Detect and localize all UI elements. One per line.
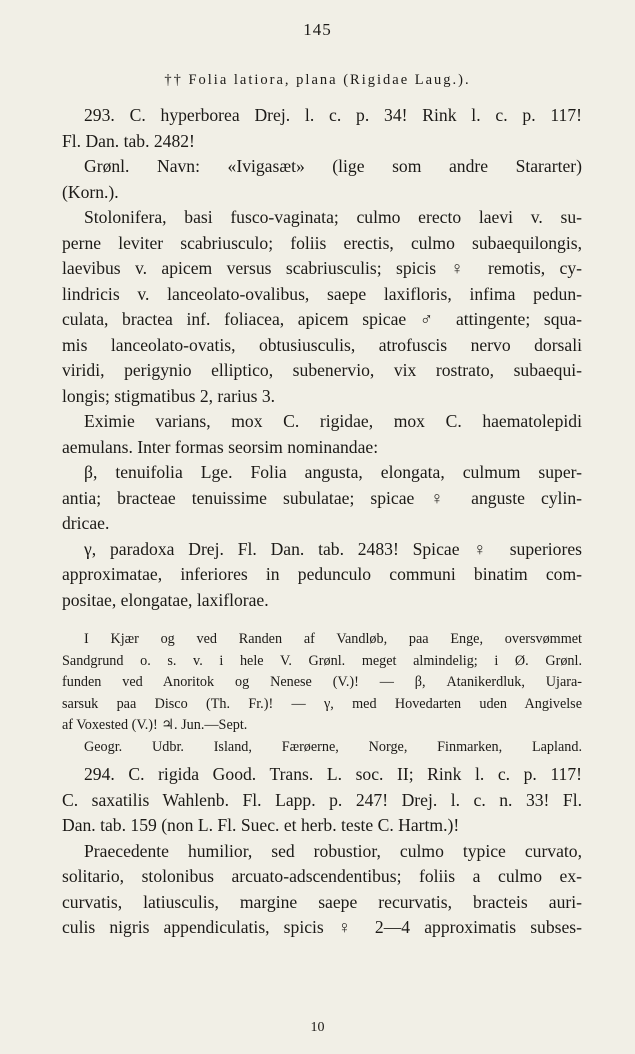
entry-293-notes — [62, 629, 582, 758]
entry-293-line: antia; bracteae tenuissime subulatae; spicae ♀ anguste cylin- — [62, 487, 582, 508]
entry-293-line: 293. C. hyperborea Drej. l. c. p. 34! Rink l. c. p. 117! — [84, 105, 582, 125]
entry-294-line: curvatis, latiusculis, margine saepe recurvatis, bracteis auri- — [62, 891, 582, 912]
entry-293-line: (Korn.). — [62, 181, 119, 202]
entry-293-line: longis; stigmatibus 2, rarius 3. — [62, 385, 276, 406]
entry-293-line: approximatae, inferiores in pedunculo communi binatim com- — [62, 564, 582, 584]
entry-293-line: β, tenuifolia Lge. Folia angusta, elongata, culmum super- — [84, 462, 582, 482]
entry-294-line: Praecedente humilior, sed robustior, culmo typice curvato, — [84, 840, 582, 861]
entry-293-line: laevibus v. apicem versus scabriusculis; spicis ♀ remotis, cy- — [62, 258, 582, 278]
entry-293-line: dricae. — [62, 513, 110, 533]
entry-293-line: positae, elongatae, laxiflorae. — [62, 589, 269, 610]
entry-293-line: viridi, perigynio elliptico, subenervio, vix rostrato, subaequi- — [62, 360, 582, 380]
entry-293-line: mis lanceolato-ovatis, obtusiusculis, atrofuscis nervo dorsali — [62, 334, 582, 355]
entry-294-line: solitario, stolonibus arcuato-adscendentibus; foliis a culmo ex- — [62, 866, 582, 886]
entry-294-line: Dan. tab. 159 (non L. Fl. Suec. et herb. teste C. Hartm.)! — [62, 815, 460, 835]
entry-293-line: culata, bractea inf. foliacea, apicem spicae ♂ attingente; squa- — [62, 309, 582, 329]
habitat-note-line: Sandgrund o. s. v. i hele V. Grønl. meget almindelig; i Ø. Grønl. — [62, 652, 582, 669]
entry-294 — [62, 762, 582, 941]
entry-294-line: culis nigris appendiculatis, spicis ♀ 2—4 approximatis subses- — [62, 917, 582, 937]
entry-293-line: Eximie varians, mox C. rigidae, mox C. haematolepidi — [84, 411, 582, 431]
habitat-note-line: af Voxested (V.)! ♃. Jun.—Sept. — [62, 717, 248, 733]
entry-294-line: C. saxatilis Wahlenb. Fl. Lapp. p. 247! Drej. l. c. n. 33! Fl. — [62, 789, 582, 810]
entry-293-line: aemulans. Inter formas seorsim nominandae: — [62, 436, 379, 457]
section-heading: †† Folia latiora, plana (Rigidae Laug.). — [164, 72, 471, 88]
habitat-note-line: sarsuk paa Disco (Th. Fr.)! — γ, med Hovedarten uden Angivelse — [62, 695, 582, 712]
habitat-note-line: I Kjær og ved Randen af Vandløb, paa Enge, oversvømmet — [84, 631, 582, 647]
entry-293-line: lindricis v. lanceolato-ovalibus, saepe laxifloris, infima pedun- — [62, 283, 582, 304]
entry-293-line: Grønl. Navn: «Ivigasæt» (lige som andre Stararter) — [84, 156, 582, 176]
habitat-note-line: funden ved Anoritok og Nenese (V.)! — β, Atanikerdluk, Ujara- — [62, 674, 582, 690]
entry-293-line: γ, paradoxa Drej. Fl. Dan. tab. 2483! Spicae ♀ superiores — [84, 538, 582, 559]
entry-293-line: Fl. Dan. tab. 2482! — [62, 130, 195, 151]
page-number: 145 — [303, 20, 332, 39]
entry-294-line: 294. C. rigida Good. Trans. L. soc. II; Rink l. c. p. 117! — [84, 764, 582, 784]
signature-mark: 10 — [310, 1020, 325, 1035]
entry-293-main — [62, 103, 582, 613]
entry-293-line: Stolonifera, basi fusco-vaginata; culmo erecto laevi v. su- — [84, 207, 582, 227]
entry-293-line: perne leviter scabriusculo; foliis erectis, culmo subaequilongis, — [62, 232, 582, 253]
distribution-line: Geogr. Udbr. Island, Færøerne, Norge, Finmarken, Lapland. — [84, 738, 582, 755]
